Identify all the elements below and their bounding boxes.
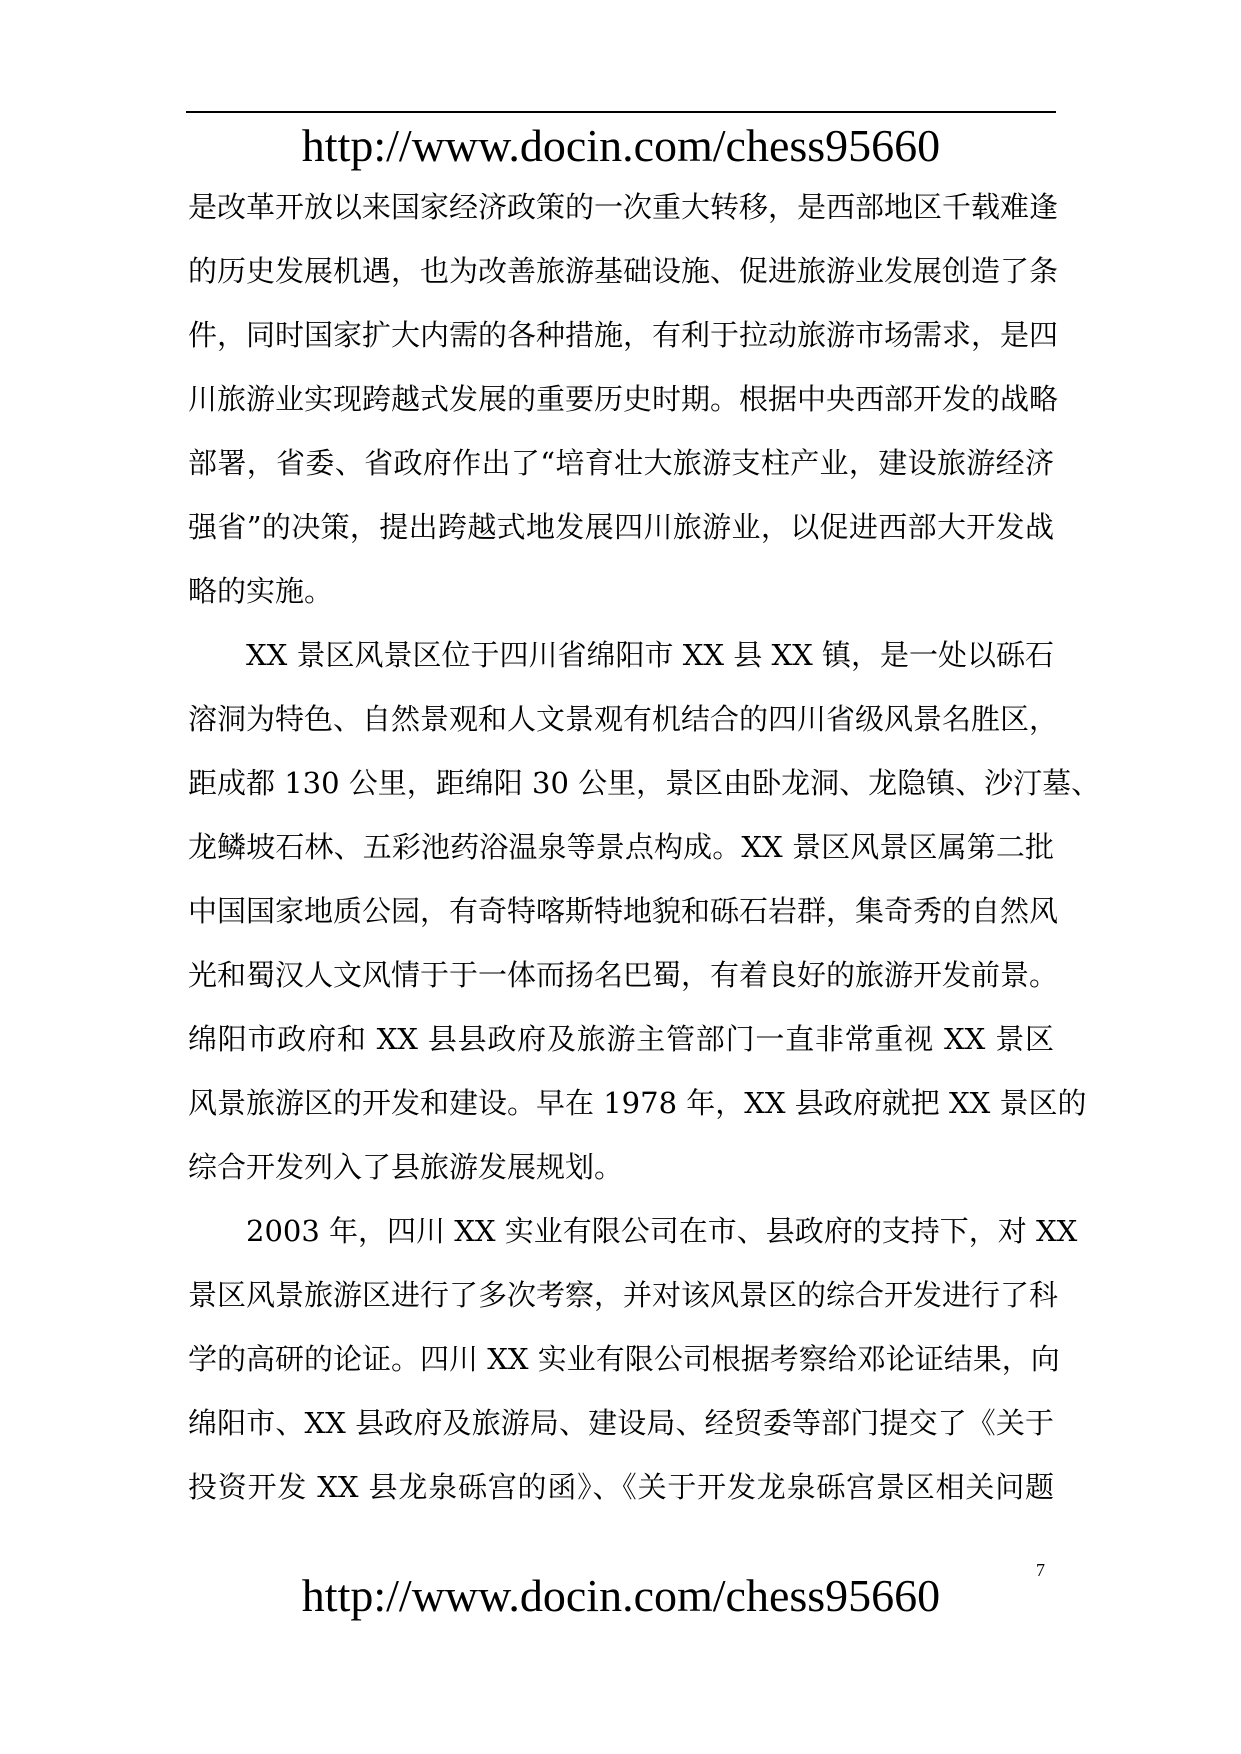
paragraph [188, 630, 1101, 1206]
paragraph [188, 1206, 1078, 1526]
text-line: 川旅游业实现跨越式发展的重要历史时期。根据中央西部开发的战略 [188, 382, 1059, 416]
paragraph [188, 182, 1059, 630]
document-body [188, 182, 1101, 1526]
text-line: 的历史发展机遇，也为改善旅游基础设施、促进旅游业发展创造了条 [188, 254, 1059, 288]
text-line: 龙鳞坡石林、五彩池药浴温泉等景点构成。XX 景区风景区属第二批 [188, 830, 1054, 864]
text-line: 部署，省委、省政府作出了“培育壮大旅游支柱产业，建设旅游经济 [188, 446, 1054, 480]
text-line: 光和蜀汉人文风情于于一体而扬名巴蜀，有着良好的旅游开发前景。 [188, 958, 1059, 992]
text-line: 风景旅游区的开发和建设。早在 1978 年，XX 县政府就把 XX 景区的 [188, 1086, 1087, 1120]
page-number: 7 [1036, 1560, 1045, 1580]
text-line: 投资开发 XX 县龙泉砾宫的函》、《关于开发龙泉砾宫景区相关问题 [188, 1470, 1054, 1504]
text-line: 2003 年，四川 XX 实业有限公司在市、县政府的支持下，对 XX [188, 1214, 1078, 1248]
text-line: 学的高研的论证。四川 XX 实业有限公司根据考察给邓论证结果，向 [188, 1342, 1060, 1376]
text-line: 中国国家地质公园，有奇特喀斯特地貌和砾石岩群，集奇秀的自然风 [188, 894, 1059, 928]
text-line: 略的实施。 [188, 574, 334, 608]
text-line: 溶洞为特色、自然景观和人文景观有机结合的四川省级风景名胜区， [188, 702, 1059, 736]
text-line: 景区风景旅游区进行了多次考察，并对该风景区的综合开发进行了科 [188, 1278, 1059, 1312]
text-line: 综合开发列入了县旅游发展规划。 [188, 1150, 624, 1184]
footer-url: http://www.docin.com/chess95660 [301, 1570, 941, 1621]
header-rule [186, 111, 1056, 113]
text-line: 绵阳市政府和 XX 县县政府及旅游主管部门一直非常重视 XX 景区 [188, 1022, 1054, 1056]
text-line: 件，同时国家扩大内需的各种措施，有利于拉动旅游市场需求，是四 [188, 318, 1059, 352]
header-url: http://www.docin.com/chess95660 [301, 120, 941, 171]
text-line: 绵阳市、XX 县政府及旅游局、建设局、经贸委等部门提交了《关于 [188, 1406, 1054, 1440]
text-line: XX 景区风景区位于四川省绵阳市 XX 县 XX 镇，是一处以砾石 [188, 638, 1054, 672]
text-line: 距成都 130 公里，距绵阳 30 公里，景区由卧龙洞、龙隐镇、沙汀墓、 [188, 766, 1101, 800]
text-line: 强省”的决策，提出跨越式地发展四川旅游业，以促进西部大开发战 [188, 510, 1054, 544]
text-line: 是改革开放以来国家经济政策的一次重大转移，是西部地区千载难逢 [188, 190, 1059, 224]
